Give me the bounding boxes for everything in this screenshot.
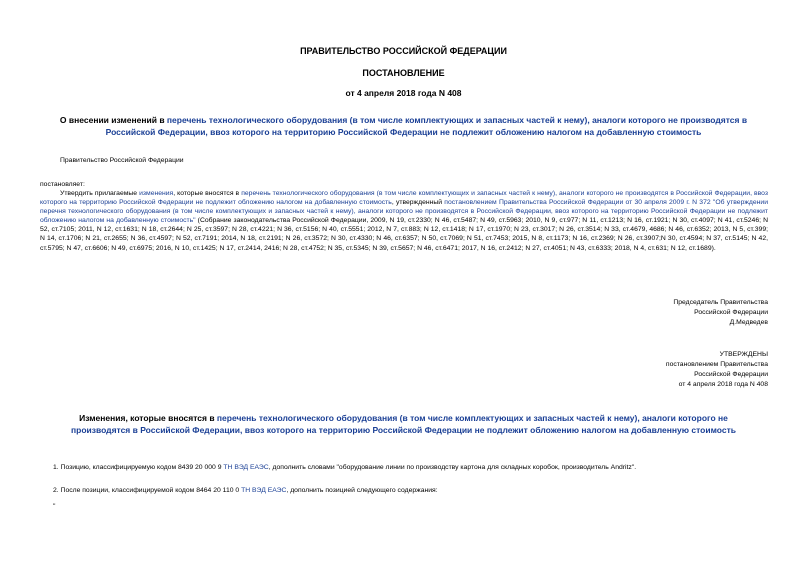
list-link[interactable]: перечень технологического оборудования (в том числе комплектующих и запасных частей к нему), аналоги которого не производятся в Российской Федерации, ввоз которого на территорию Российской Федерации не подлежит обложению налогом на добавленную стоимость [40,190,769,207]
approved-line-3: Российской Федерации [694,371,768,378]
changes-title [50,413,757,436]
para-text-3: , утвержденный [391,199,445,207]
quote-mark: " [53,503,56,510]
item-1-text-b: , дополнить словами "оборудование линии по производству картона для складных коробок, производитель Andritz". [268,464,637,471]
changes-title-link[interactable]: перечень технологического оборудования (в том числе комплектующих и запасных частей к нему), аналоги которого не производятся в Российской Федерации, ввоз которого на территорию Российской Федерации не подлежит обложению налогом на добавленную стоимость [71,413,736,435]
item-2-text-a: 2. После позиции, классифицируемой кодом 8464 20 110 0 [53,487,242,494]
document-title [40,115,767,138]
signature-line-3: Д.Медведев [729,319,768,326]
gov-line: Правительство Российской Федерации [60,157,184,164]
resolution-link[interactable]: постановлением Правительства Российской Федерации от 30 апреля 2009 г. N 372 "Об утверждении перечня технологического оборудования (в том числе комплектующих и запасных частей к нему), аналоги которого не производятся в Российской Федерации, ввоз которого на территорию Российской Федерации не подлежит обложению налогом на добавленную стоимость" [40,199,768,225]
para-text-4: (Собрание законодательства Российской Федерации, 2009, N 19, ст.2330; N 46, ст.5487; N 49, ст.5963; 2010, N 9, ст.977; N 11, ст.1213; N 16, ст.1921; N 30, ст.4097; N 41, ст.5246; N 52, ст.7105; 2011, N 12, ст.1631; N 18, ст.2644; N 25, ст.3597; N 28, ст.4221; N 36, ст.5156; N 40, ст.5551; 2012, N 7, ст.883; N 12, ст.1418; N 17, ст.1970; N 23, ст.3017; N 26, ст.3514; N 33, ст.4679, 4686; N 46, ст.6352; 2013, N 5, ст.399; N 14, ст.1706; N 21, ст.2655; N 36, ст.4597; N 52, ст.7191; 2014, N 18, ст.2191; N 26, ст.3572; N 30, ст.4330; N 46, ст.6357; N 50, ст.7069; N 51, ст.7453; 2015, N 8, ст.1173; N 16, ст.2369; N 26, ст.3907;N 30, ст.4594; N 37, ст.5145; N 42, ст.5795; N 47, ст.6606; N 49, ст.6975; 2016, N 10, ст.1425; N 17, ст.2414, 2416; N 28, ст.4752; N 35, ст.5345; N 39, ст.5657; N 46, ст.6471; 2017, N 16, ст.2412; N 27, ст.4051; N 43, ст.6333; 2018, N 4, ст.631; N 12, ст.1689). [40,217,768,252]
item-1-text-a: 1. Позицию, классифицируемую кодом 8439 20 000 9 [53,464,224,471]
title-prefix: О внесении изменений в [59,115,167,125]
approved-line-2: постановлением Правительства [665,361,768,368]
signature-block [673,298,768,328]
government-heading: ПРАВИТЕЛЬСТВО РОССИЙСКОЙ ФЕДЕРАЦИИ [300,46,507,56]
changes-link[interactable]: изменения [139,190,174,197]
doc-type-heading: ПОСТАНОВЛЕНИЕ [362,68,445,78]
para-text-1: Утвердить прилагаемые [60,190,140,197]
item-1-tnved-link[interactable]: ТН ВЭД ЕАЭС [223,464,269,471]
approved-line-4: от 4 апреля 2018 года N 408 [678,381,768,388]
item-1 [53,464,636,471]
item-2-text-b: , дополнить позицией следующего содержания: [286,487,438,494]
decree-word: постановляет: [40,181,85,188]
changes-title-prefix: Изменения, которые вносятся в [79,413,217,423]
signature-line-2: Российской Федерации [694,309,768,316]
signature-line-1: Председатель Правительства [673,299,768,306]
date-number-heading: от 4 апреля 2018 года N 408 [345,88,462,98]
para-text-2: , которые вносятся в [173,190,242,197]
approved-block [666,350,768,390]
approved-line-1: УТВЕРЖДЕНЫ [719,351,768,358]
item-2 [53,487,438,494]
item-2-tnved-link[interactable]: ТН ВЭД ЕАЭС [241,487,287,494]
decree-paragraph [40,189,768,253]
title-link[interactable]: перечень технологического оборудования (в том числе комплектующих и запасных частей к нему), аналоги которого не производятся в Российской Федерации, ввоз которого на территорию Российской Федерации не подлежит обложению налогом на добавленную стоимость [105,115,748,137]
